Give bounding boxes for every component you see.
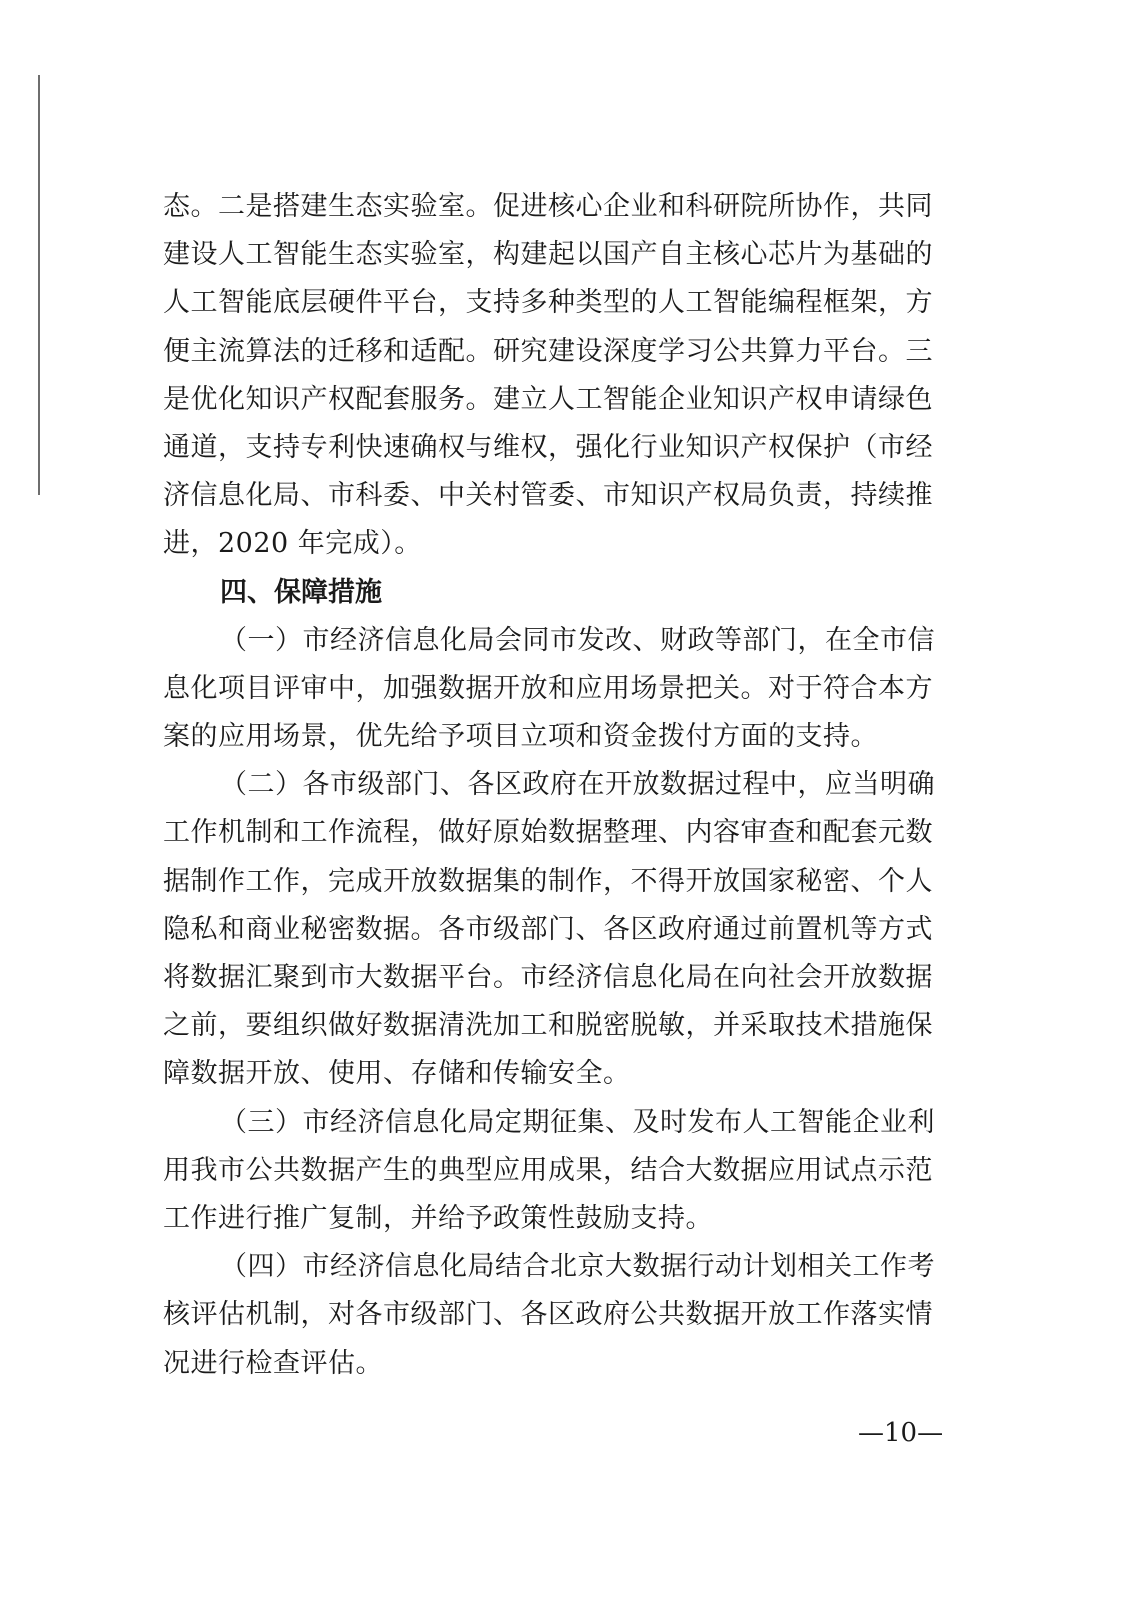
paragraph-line: 进，2020 年完成）。	[163, 528, 422, 560]
paragraph-line: （一）市经济信息化局会同市发改、财政等部门，在全市信	[220, 624, 935, 656]
section-4-item-3	[163, 1099, 933, 1244]
paragraph-line: 用我市公共数据产生的典型应用成果，结合大数据应用试点示范	[163, 1154, 933, 1186]
paragraph-line: 核评估机制，对各市级部门、各区政府公共数据开放工作落实情	[163, 1299, 933, 1331]
paragraph-line: 障数据开放、使用、存储和传输安全。	[163, 1058, 631, 1090]
section-4-heading: 四、保障措施	[220, 576, 382, 608]
paragraph-line: 息化项目评审中，加强数据开放和应用场景把关。对于符合本方	[163, 672, 933, 704]
section-4-item-4	[163, 1243, 933, 1388]
paragraph-line: 将数据汇聚到市大数据平台。市经济信息化局在向社会开放数据	[163, 962, 933, 993]
section-4-item-2	[163, 761, 933, 1098]
paragraph-line: 人工智能底层硬件平台，支持多种类型的人工智能编程框架，方	[163, 287, 933, 319]
page-number: —10—	[858, 1418, 944, 1448]
paragraph-line: （二）各市级部门、各区政府在开放数据过程中，应当明确	[220, 769, 935, 801]
paragraph-line: 况进行检查评估。	[163, 1347, 383, 1379]
paragraph-line: 通道，支持专利快速确权与维权，强化行业知识产权保护（市经	[163, 431, 933, 463]
paragraph-line: 据制作工作，完成开放数据集的制作，不得开放国家秘密、个人	[163, 865, 933, 897]
section-4-item-1	[163, 617, 933, 762]
paragraph-line: 工作进行推广复制，并给予政策性鼓励支持。	[163, 1202, 713, 1234]
paragraph-line: 建设人工智能生态实验室，构建起以国产自主核心芯片为基础的	[163, 239, 933, 271]
binding-margin-line	[38, 75, 40, 495]
paragraph-line: 案的应用场景，优先给予项目立项和资金拨付方面的支持。	[163, 721, 878, 753]
section-3-continuation	[163, 183, 933, 569]
paragraph-line: 济信息化局、市科委、中关村管委、市知识产权局负责，持续推	[163, 480, 933, 512]
paragraph-line: 是优化知识产权配套服务。建立人工智能企业知识产权申请绿色	[163, 383, 933, 415]
paragraph-line: 工作机制和工作流程，做好原始数据整理、内容审查和配套元数	[163, 817, 933, 849]
paragraph-line: （三）市经济信息化局定期征集、及时发布人工智能企业利	[220, 1106, 935, 1138]
document-body	[163, 183, 933, 1388]
paragraph-line: （四）市经济信息化局结合北京大数据行动计划相关工作考	[220, 1251, 935, 1283]
paragraph-line: 便主流算法的迁移和适配。研究建设深度学习公共算力平台。三	[163, 335, 933, 367]
paragraph-line: 态。二是搭建生态实验室。促进核心企业和科研院所协作，共同	[163, 191, 933, 222]
paragraph-line: 隐私和商业秘密数据。各市级部门、各区政府通过前置机等方式	[163, 913, 933, 945]
paragraph-line: 之前，要组织做好数据清洗加工和脱密脱敏，并采取技术措施保	[163, 1010, 933, 1042]
